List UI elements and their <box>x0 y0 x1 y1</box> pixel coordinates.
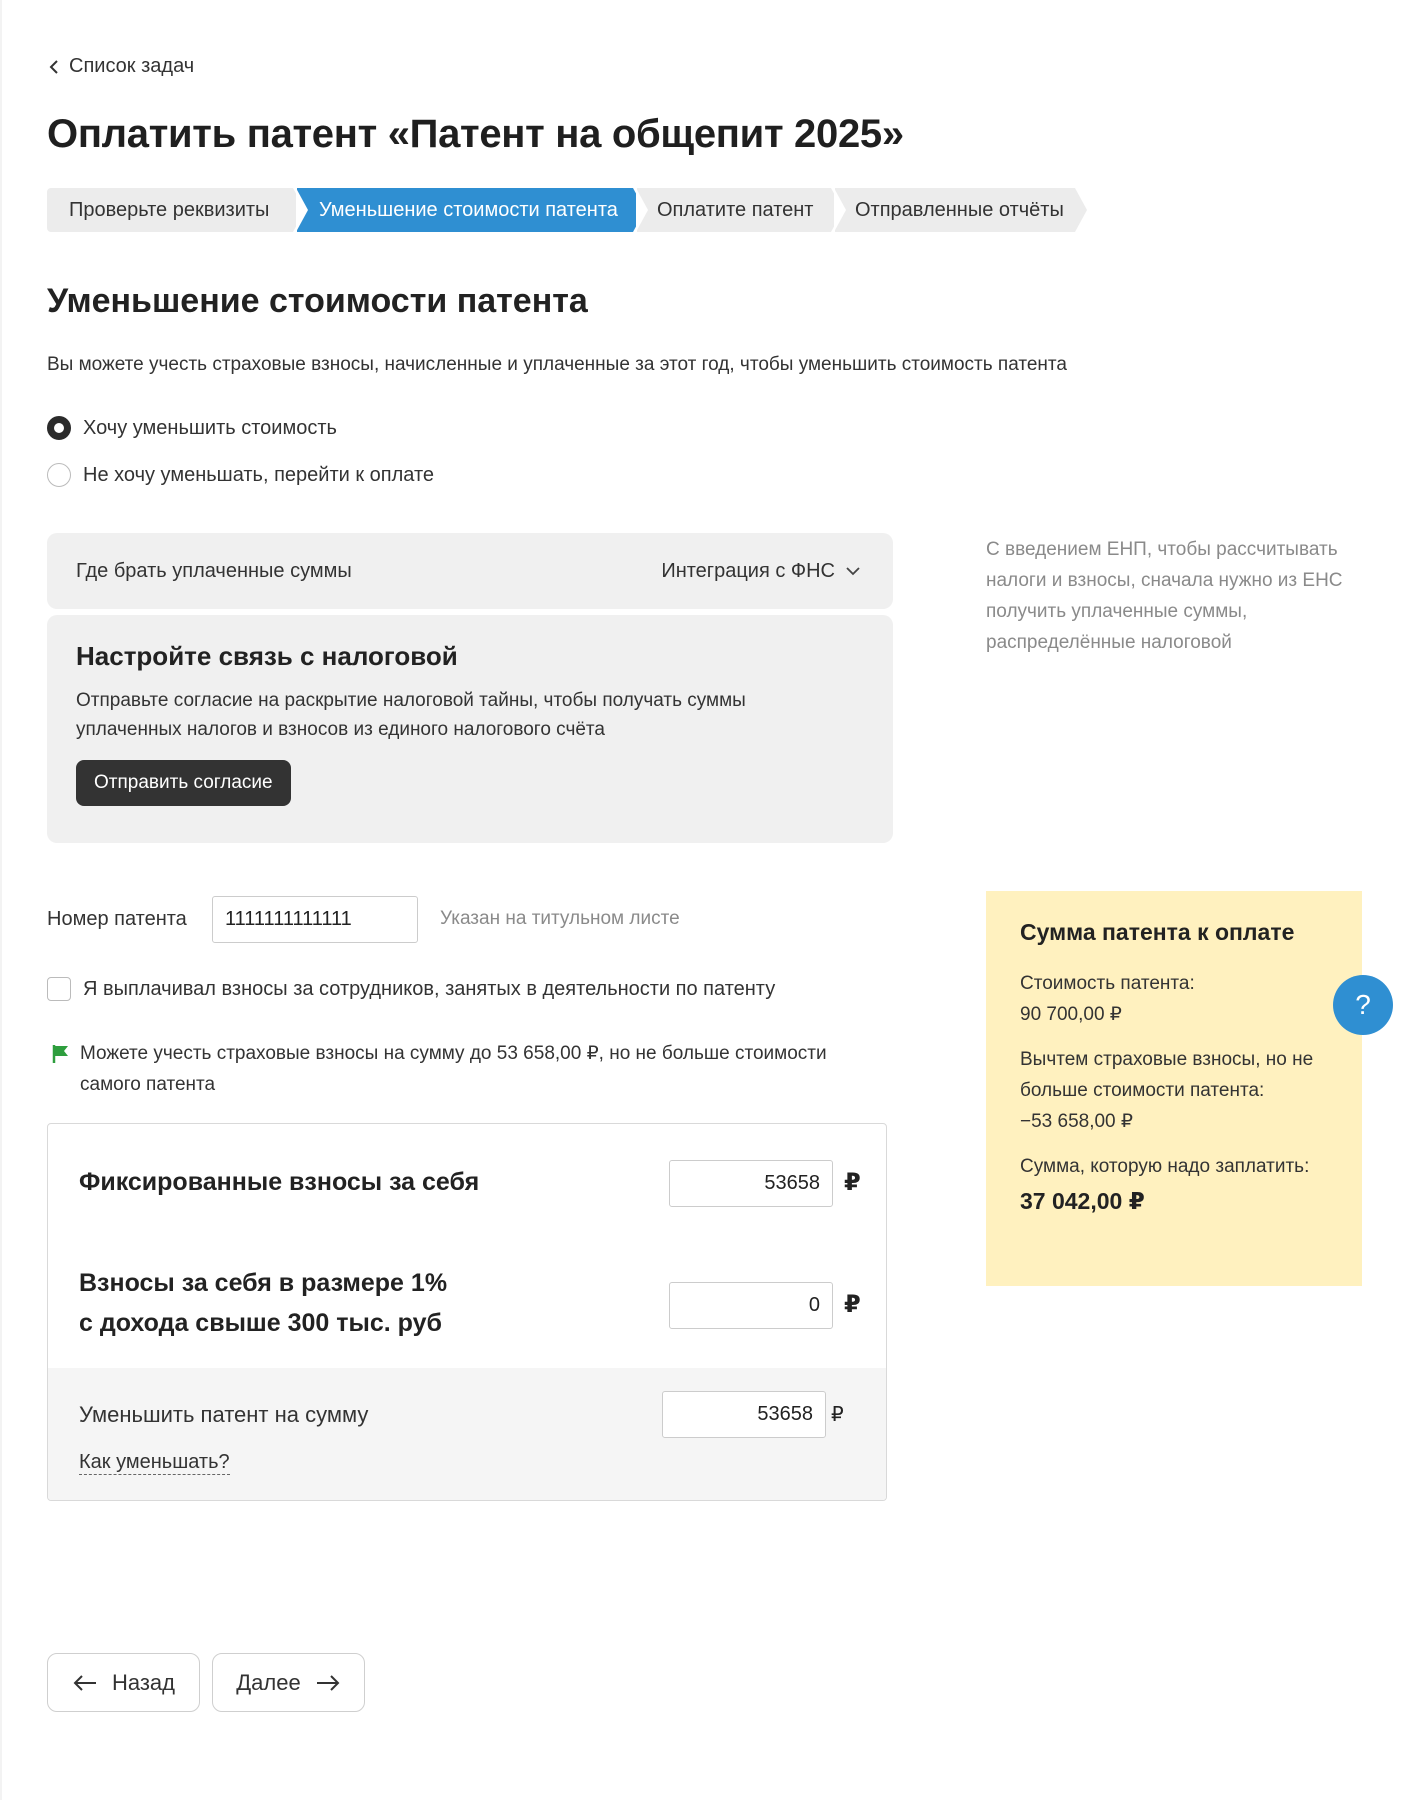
contributions-box <box>47 1123 887 1501</box>
step-label: Уменьшение стоимости патента <box>319 199 618 221</box>
back-button[interactable] <box>47 1653 200 1712</box>
limit-note <box>52 1038 892 1100</box>
page-title: Оплатить патент «Патент на общепит 2025» <box>47 112 904 156</box>
card-text: Отправьте согласие на раскрытие налоговой тайны, чтобы получать суммы уплаченных налогов и взносов из единого налогового счёта <box>76 690 746 740</box>
page-edge <box>0 0 2 1800</box>
chevron-down-icon <box>845 566 861 576</box>
flag-icon <box>52 1044 70 1064</box>
ruble-sign: ₽ <box>844 1169 861 1196</box>
option-label: Не хочу уменьшать, перейти к оплате <box>83 463 435 486</box>
step-label: Проверьте реквизиты <box>69 199 270 221</box>
back-button-label: Назад <box>111 1669 176 1695</box>
tax-connection-card <box>47 615 893 843</box>
amount-to-pay-value: 37 042,00 ₽ <box>1020 1188 1145 1214</box>
employees-contributions-checkbox-row[interactable] <box>47 977 775 1001</box>
source-label: Где брать уплаченные суммы <box>76 559 352 582</box>
step-arrow-shape <box>1075 188 1087 232</box>
deduction-value: −53 658,00 ₽ <box>1020 1111 1133 1132</box>
step-pay-patent[interactable] <box>637 188 831 232</box>
option-reduce-cost[interactable] <box>47 416 337 440</box>
help-button[interactable]: ? <box>1333 975 1393 1035</box>
fixed-contributions-label: Фиксированные взносы за себя <box>79 1168 480 1196</box>
ruble-sign: ₽ <box>844 1291 861 1318</box>
fixed-contributions-input[interactable]: 53658 <box>669 1160 833 1207</box>
summary-title: Сумма патента к оплате <box>1020 919 1295 945</box>
step-notch-shape <box>636 188 648 232</box>
step-check-details[interactable] <box>47 188 293 232</box>
chevron-left-icon <box>47 58 61 76</box>
radio-unchecked-icon[interactable] <box>47 463 71 487</box>
option-label: Хочу уменьшить стоимость <box>83 416 337 439</box>
patent-number-label: Номер патента <box>47 908 187 930</box>
limit-note-text: Можете учесть страховые взносы на сумму до 53 658,00 ₽, но не больше стоимости самого патента <box>80 1043 827 1095</box>
send-consent-button[interactable]: Отправить согласие <box>76 760 291 806</box>
step-notch-shape <box>834 188 846 232</box>
checkbox-label: Я выплачивал взносы за сотрудников, занятых в деятельности по патенту <box>83 977 776 1000</box>
payment-summary-card <box>986 891 1362 1286</box>
how-to-reduce-link[interactable]: Как уменьшать? <box>79 1451 230 1473</box>
step-reduce-cost[interactable] <box>297 188 633 232</box>
checkbox-icon[interactable] <box>47 977 71 1001</box>
step-label: Отправленные отчёты <box>855 199 1064 221</box>
patent-cost-value: 90 700,00 ₽ <box>1020 1004 1122 1025</box>
step-label: Оплатите патент <box>657 199 814 221</box>
percent-contributions-label-line2: с дохода свыше 300 тыс. руб <box>79 1309 442 1337</box>
paid-sums-source <box>47 533 893 609</box>
next-button-label: Далее <box>236 1669 301 1695</box>
source-value: Интеграция с ФНС <box>661 559 835 582</box>
back-link-label: Список задач <box>69 55 195 77</box>
ruble-sign: ₽ <box>831 1404 844 1426</box>
source-select[interactable] <box>661 560 861 583</box>
patent-number-input[interactable]: 1111111111111 <box>212 896 418 943</box>
radio-checked-icon[interactable] <box>47 416 71 440</box>
wizard-stepper <box>47 188 1075 232</box>
next-button[interactable] <box>212 1653 365 1712</box>
reduce-sum-row <box>48 1368 886 1501</box>
back-to-task-list-link[interactable] <box>47 55 194 78</box>
arrow-right-icon <box>315 1673 341 1693</box>
deduction-label: Вычтем страховые взносы, но не больше стоимости патента: <box>1020 1049 1314 1101</box>
section-intro: Вы можете учесть страховые взносы, начисленные и уплаченные за этот год, чтобы уменьшить стоимость патента <box>47 354 1067 375</box>
patent-number-hint: Указан на титульном листе <box>440 908 680 929</box>
option-skip-reduce[interactable] <box>47 463 434 487</box>
step-notch-shape <box>296 188 308 232</box>
reduce-sum-label: Уменьшить патент на сумму <box>79 1402 369 1427</box>
step-sent-reports[interactable] <box>835 188 1075 232</box>
amount-to-pay-label: Сумма, которую надо заплатить: <box>1020 1156 1310 1177</box>
patent-cost-label: Стоимость патента: <box>1020 973 1195 994</box>
percent-contributions-input[interactable]: 0 <box>669 1282 833 1329</box>
card-title: Настройте связь с налоговой <box>76 641 458 671</box>
percent-contributions-label-line1: Взносы за себя в размере 1% <box>79 1269 448 1297</box>
reduce-sum-input[interactable]: 53658 <box>662 1391 826 1438</box>
arrow-left-icon <box>72 1673 98 1693</box>
side-note: С введением ЕНП, чтобы рассчитывать налоги и взносы, сначала нужно из ЕНС получить уплаченные суммы, распределённые налоговой <box>986 539 1343 653</box>
section-title: Уменьшение стоимости патента <box>47 282 588 320</box>
